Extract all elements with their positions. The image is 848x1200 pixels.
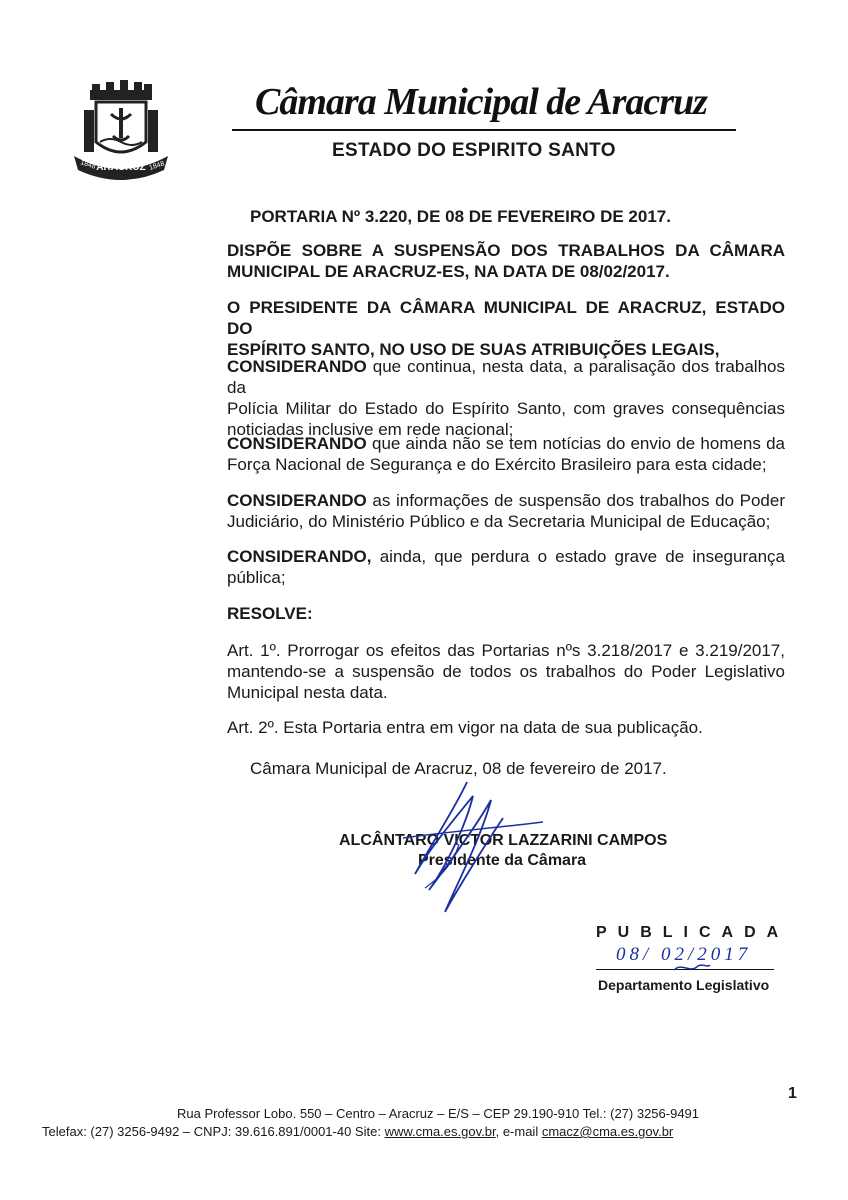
header-divider <box>232 129 736 131</box>
portaria-title: PORTARIA Nº 3.220, DE 08 DE FEVEREIRO DE 2017. <box>250 207 671 226</box>
footer-contact-text: , e-mail <box>495 1124 542 1139</box>
signer-role: Presidente da Câmara <box>418 852 587 869</box>
place-and-date: Câmara Municipal de Aracruz, 08 de fevereiro de 2017. <box>250 759 667 778</box>
preambulo-line: ESPÍRITO SANTO, NO USO DE SUAS ATRIBUIÇÕES LEGAIS, <box>227 340 720 359</box>
footer-site-link[interactable]: www.cma.es.gov.br <box>384 1124 496 1139</box>
article-line: Municipal nesta data. <box>227 683 388 702</box>
header-title: Câmara Municipal de Aracruz <box>255 81 707 123</box>
footer-contact-text: Telefax: (27) 3256-9492 – CNPJ: 39.616.891/0001-40 Site: <box>42 1124 385 1139</box>
footer-address: Rua Professor Lobo. 550 – Centro – Aracruz – E/S – CEP 29.190-910 Tel.: (27) 3256-9491 <box>177 1106 700 1121</box>
considerando-text: Judiciário, do Ministério Público e da Secretaria Municipal de Educação; <box>227 512 771 531</box>
considerando-label: CONSIDERANDO <box>227 357 367 376</box>
crest-year-left: 1848 <box>79 159 97 171</box>
article-line: Art. 1º. Prorrogar os efeitos das Portarias nºs 3.218/2017 e 3.219/2017, <box>227 641 785 660</box>
article-1 <box>227 640 785 703</box>
considerando-label: CONSIDERANDO <box>227 491 367 510</box>
header-state: ESTADO DO ESPIRITO SANTO <box>332 140 616 161</box>
considerando-1 <box>227 356 785 440</box>
footer-contact <box>42 1124 673 1139</box>
considerando-text: pública; <box>227 568 286 587</box>
crest-year-right: 1848 <box>148 160 166 172</box>
considerando-text: Força Nacional de Segurança e do Exército Brasileiro para esta cidade; <box>227 455 767 474</box>
considerando-3 <box>227 490 785 532</box>
page-number: 1 <box>788 1085 797 1102</box>
ementa <box>227 240 785 282</box>
stamp-department: Departamento Legislativo <box>598 977 770 993</box>
ementa-line: MUNICIPAL DE ARACRUZ-ES, NA DATA DE 08/02/2017. <box>227 262 670 281</box>
ementa-line: DISPÕE SOBRE A SUSPENSÃO DOS TRABALHOS DA CÂMARA <box>227 241 785 260</box>
signer-name: ALCÂNTARO VICTOR LAZZARINI CAMPOS <box>339 832 668 849</box>
considerando-text: Polícia Militar do Estado do Espírito Santo, com graves consequências <box>227 399 785 418</box>
considerando-4 <box>227 546 785 588</box>
considerando-text: ainda, que perdura o estado grave de insegurança <box>371 547 785 566</box>
article-2: Art. 2º. Esta Portaria entra em vigor na data de sua publicação. <box>227 718 703 737</box>
resolve-heading: RESOLVE: <box>227 604 313 623</box>
article-line: mantendo-se a suspensão de todos os trabalhos do Poder Legislativo <box>227 662 785 681</box>
stamp-initials-icon <box>672 960 712 976</box>
considerando-text: noticiadas inclusive em rede nacional; <box>227 420 514 439</box>
considerando-text: que continua, nesta data, a paralisação dos trabalhos da <box>227 357 785 397</box>
stamp-date: 08/ 02/2017 <box>616 944 752 965</box>
considerando-2 <box>227 433 785 475</box>
footer-email-link[interactable]: cmacz@cma.es.gov.br <box>541 1124 674 1139</box>
considerando-text: que ainda não se tem notícias do envio de homens da <box>366 434 785 453</box>
preambulo <box>227 297 785 360</box>
municipal-crest-icon <box>66 80 176 180</box>
stamp-publicada: PUBLICADA <box>596 924 790 941</box>
crest-motto: ARACRUZ <box>96 162 146 173</box>
considerando-text: as informações de suspensão dos trabalhos do Poder <box>366 491 785 510</box>
handwritten-signature-icon <box>395 778 545 918</box>
considerando-label: CONSIDERANDO, <box>227 547 372 566</box>
considerando-label: CONSIDERANDO <box>227 434 367 453</box>
preambulo-line: O PRESIDENTE DA CÂMARA MUNICIPAL DE ARACRUZ, ESTADO DO <box>227 298 785 338</box>
